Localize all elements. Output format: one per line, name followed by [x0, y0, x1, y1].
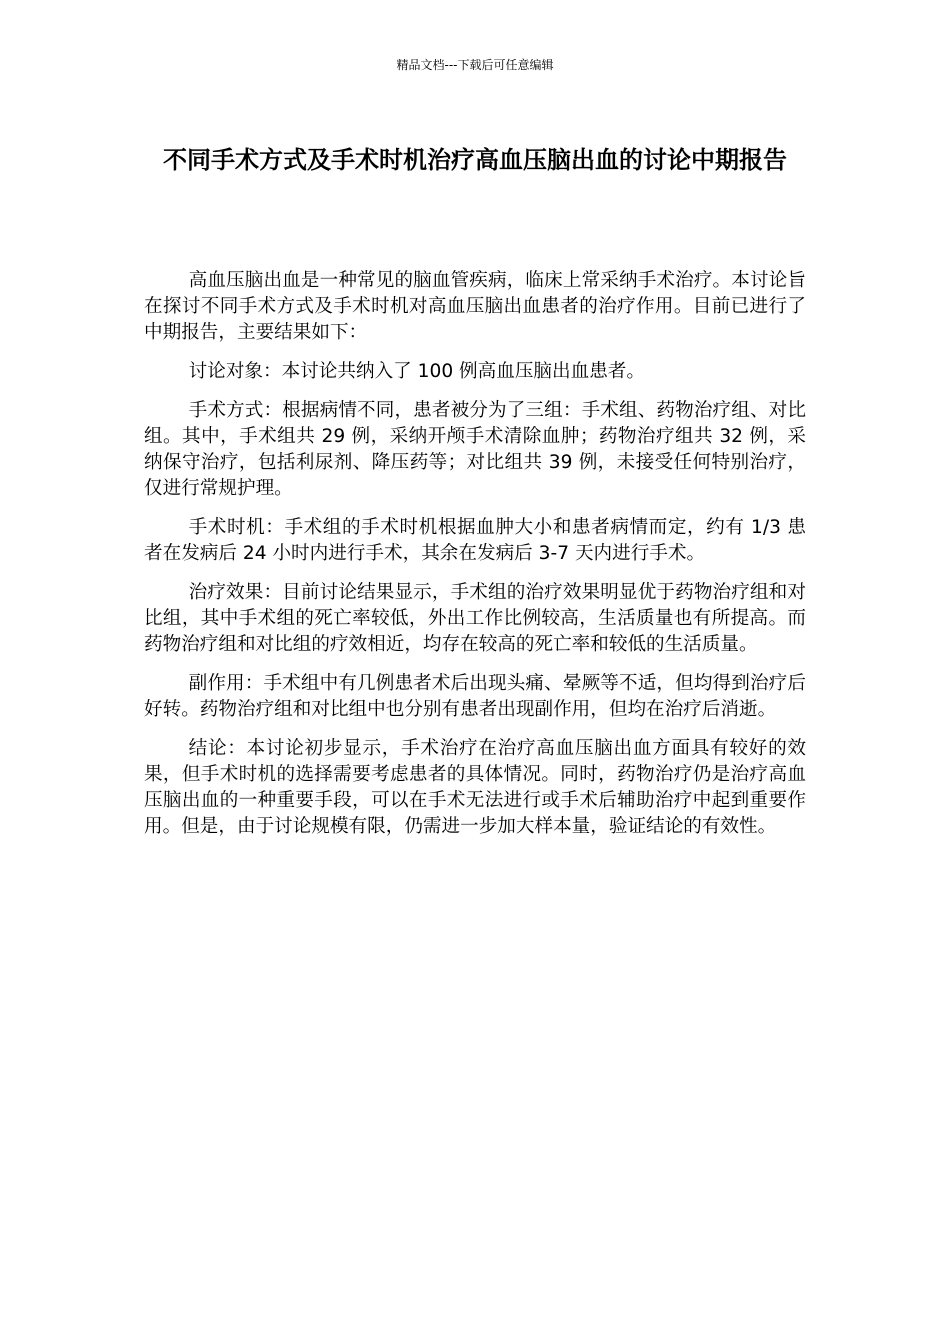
header-note: 精品文档---下载后可任意编辑 — [396, 58, 554, 72]
paragraph-side-effects: 副作用：手术组中有几例患者术后出现头痛、晕厥等不适，但均得到治疗后好转。药物治疗组和对比组中也分别有患者出现副作用，但均在治疗后消逝。 — [144, 673, 806, 720]
paragraph-conclusion: 结论：本讨论初步显示，手术治疗在治疗高血压脑出血方面具有较好的效果，但手术时机的选择需要考虑患者的具体情况。同时，药物治疗仍是治疗高血压脑出血的一种重要手段，可以在手术无法进行或手术后辅助治疗中起到重要作用。但是，由于讨论规模有限，仍需进一步加大样本量，验证结论的有效性。 — [144, 738, 806, 837]
document-title: 不同手术方式及手术时机治疗高血压脑出血的讨论中期报告 — [163, 146, 787, 174]
paragraph-surgical-methods: 手术方式：根据病情不同，患者被分为了三组：手术组、药物治疗组、对比组。其中，手术组共 29 例，采纳开颅手术清除血肿；药物治疗组共 32 例，采纳保守治疗，包括利尿剂、降压药等；对比组共 39 例，未接受任何特别治疗，仅进行常规护理。 — [144, 400, 806, 499]
paragraph-intro: 高血压脑出血是一种常见的脑血管疾病，临床上常采纳手术治疗。本讨论旨在探讨不同手术方式及手术时机对高血压脑出血患者的治疗作用。目前已进行了中期报告，主要结果如下： — [144, 270, 806, 343]
paragraph-subjects: 讨论对象：本讨论共纳入了 100 例高血压脑出血患者。 — [188, 361, 645, 382]
document-body — [144, 268, 806, 853]
paragraph-surgical-timing: 手术时机：手术组的手术时机根据血肿大小和患者病情而定，约有 1/3 患者在发病后 24 小时内进行手术，其余在发病后 3-7 天内进行手术。 — [144, 517, 806, 564]
paragraph-treatment-effect: 治疗效果：目前讨论结果显示，手术组的治疗效果明显优于药物治疗组和对比组，其中手术组的死亡率较低，外出工作比例较高，生活质量也有所提高。而药物治疗组和对比组的疗效相近，均存在较高的死亡率和较低的生活质量。 — [144, 582, 806, 655]
